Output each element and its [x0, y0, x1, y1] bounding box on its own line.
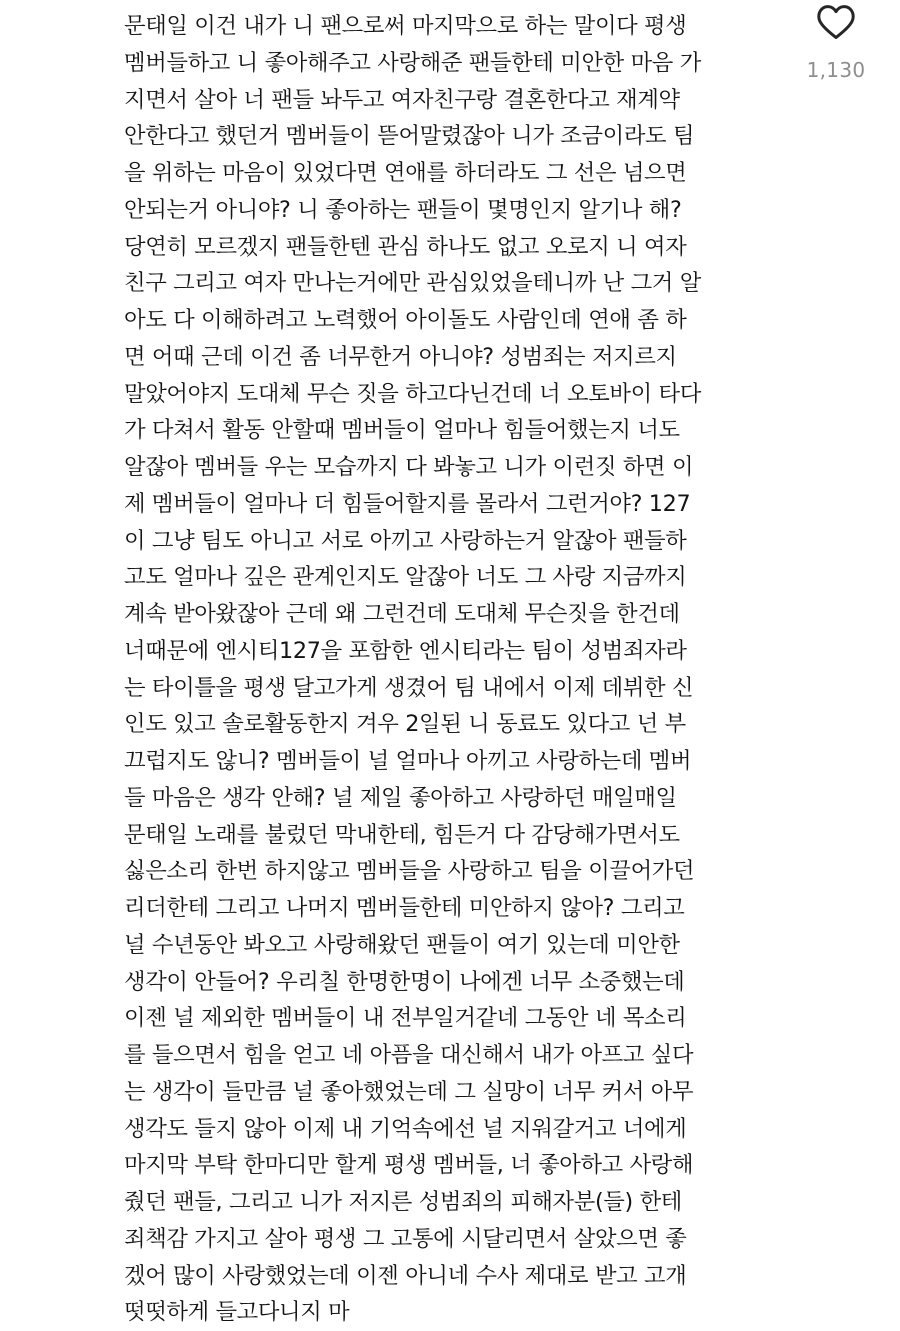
comment-line: 문태일 노래를 불렀던 막내한테, 힘든거 다 감당해가면서도	[124, 821, 680, 848]
like-count: 1,130	[806, 58, 866, 82]
comment-line: 마지막 부탁 한마디만 할게 평생 멤버들, 너 좋아하고 사랑해	[124, 1152, 694, 1179]
comment-line: 안한다고 했던거 멤버들이 뜯어말렸잖아 니가 조금이라도 팀	[124, 123, 695, 150]
comment-line: 면 어때 근데 이건 좀 너무한거 아니야? 성범죄는 저지르지	[124, 343, 677, 370]
comment-line: 고도 얼마나 깊은 관계인지도 알잖아 너도 그 사랑 지금까지	[124, 564, 687, 591]
comment-line: 알잖아 멤버들 우는 모습까지 다 봐놓고 니가 이런짓 하면 이	[124, 454, 694, 480]
comment-line: 안되는거 아니야? 니 좋아하는 팬들이 몇명인지 알기나 해?	[124, 196, 682, 223]
comment-line: 계속 받아왔잖아 근데 왜 그런건데 도대체 무슨짓을 한건데	[124, 601, 680, 627]
comment-line: 가 다쳐서 활동 안할때 멤버들이 얼마나 힘들어했는지 너도	[124, 417, 680, 444]
comment-line: 생각이 안들어? 우리칠 한명한명이 나에겐 너무 소중했는데	[124, 968, 685, 995]
comment-line: 을 위하는 마음이 있었다면 연애를 하더라도 그 선은 넘으면	[124, 160, 687, 186]
comment-text	[124, 8, 804, 1331]
heart-icon[interactable]	[816, 4, 856, 40]
comment-line: 리더한테 그리고 나머지 멤버들한테 미안하지 않아? 그리고	[124, 895, 685, 921]
comment-line: 널 수년동안 봐오고 사랑해왔던 팬들이 여기 있는데 미안한	[124, 931, 680, 958]
comment-line: 죄책감 가지고 살아 평생 그 고통에 시달리면서 살았으면 좋	[124, 1225, 687, 1252]
comment-line: 겠어 많이 사랑했었는데 이젠 아니네 수사 제대로 받고 고개	[124, 1262, 687, 1289]
comment-line: 친구 그리고 여자 만나는거에만 관심있었을테니까 난 그거 알	[124, 270, 701, 297]
comment-line: 이 그냥 팀도 아니고 서로 아끼고 사랑하는거 알잖아 팬들하	[124, 527, 687, 554]
comment-line: 인도 있고 솔로활동한지 겨우 2일된 니 동료도 있다고 넌 부	[124, 711, 686, 738]
comment-line: 는 생각이 들만큼 널 좋아했었는데 그 실망이 너무 커서 아무	[124, 1078, 694, 1105]
comment-line: 들 마음은 생각 안해? 널 제일 좋아하고 사랑하던 매일매일	[124, 784, 677, 811]
comment-line: 멤버들하고 니 좋아해주고 사랑해준 팬들한테 미안한 마음 가	[124, 49, 701, 76]
comment-line: 문태일 이건 내가 니 팬으로써 마지막으로 하는 말이다 평생	[124, 13, 687, 39]
comment-line: 말았어야지 도대체 무슨 짓을 하고다닌건데 너 오토바이 타다	[124, 380, 701, 407]
like-section	[800, 4, 880, 94]
comment-line: 너때문에 엔시티127을 포함한 엔시티라는 팀이 성범죄자라	[124, 637, 687, 664]
comment-line: 를 들으면서 힘을 얻고 네 아픔을 대신해서 내가 아프고 싶다	[124, 1042, 694, 1068]
comment-line: 지면서 살아 너 팬들 놔두고 여자친구랑 결혼한다고 재계약	[124, 86, 680, 113]
comment-line: 는 타이틀을 평생 달고가게 생겼어 팀 내에서 이제 데뷔한 신	[124, 674, 694, 701]
comment-line: 싫은소리 한번 하지않고 멤버들을 사랑하고 팀을 이끌어가던	[124, 858, 695, 885]
comment-line: 줬던 팬들, 그리고 니가 저지른 성범죄의 피해자분(들) 한테	[124, 1189, 682, 1215]
comment-line: 이젠 널 제외한 멤버들이 내 전부일거같네 그동안 네 목소리	[124, 1005, 687, 1032]
comment-line: 제 멤버들이 얼마나 더 힘들어할지를 몰라서 그런거야? 127	[124, 490, 691, 517]
comment-line: 떳떳하게 들고다니지 마	[124, 1299, 350, 1326]
comment-line: 생각도 들지 않아 이제 내 기억속에선 널 지워갈거고 너에게	[124, 1115, 687, 1142]
comment-line: 당연히 모르겠지 팬들한텐 관심 하나도 없고 오로지 니 여자	[124, 233, 687, 260]
comment-line: 아도 다 이해하려고 노력했어 아이돌도 사람인데 연애 좀 하	[124, 307, 687, 333]
comment-line: 끄럽지도 않니? 멤버들이 널 얼마나 아끼고 사랑하는데 멤버	[124, 748, 692, 774]
